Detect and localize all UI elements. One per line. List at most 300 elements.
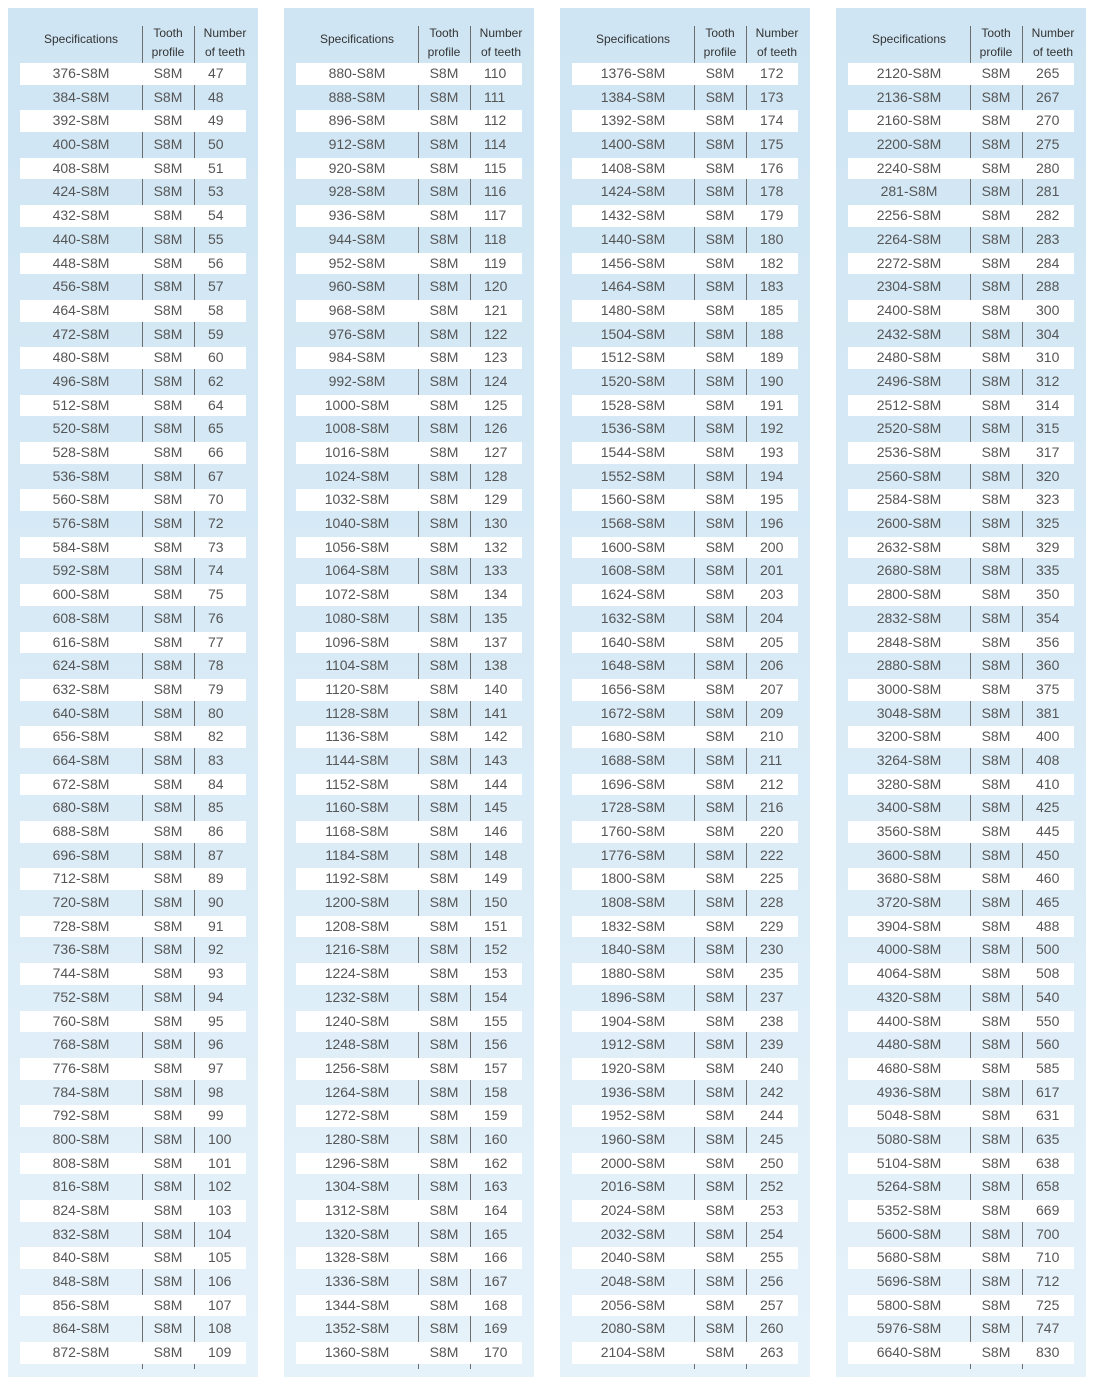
cell-specification: 3200-S8M xyxy=(848,726,970,748)
cell-number-of-teeth: 153 xyxy=(470,963,522,985)
cell-specification: 1016-S8M xyxy=(296,442,418,464)
cell-tooth-profile: S8M xyxy=(981,751,1011,768)
cell-tooth-profile: S8M xyxy=(418,1295,470,1317)
cell-tooth-profile: S8M xyxy=(142,1295,194,1317)
table-row xyxy=(20,133,246,157)
table-row xyxy=(572,559,798,583)
table-row xyxy=(848,133,1074,157)
cell-specification: 3904-S8M xyxy=(848,916,970,938)
table-row xyxy=(848,1341,1074,1365)
table-row xyxy=(296,607,522,631)
cell-specification: 1096-S8M xyxy=(296,632,418,654)
cell-tooth-profile: S8M xyxy=(142,253,194,275)
cell-specification: 1136-S8M xyxy=(296,726,418,748)
cell-specification: 976-S8M xyxy=(328,325,386,342)
cell-tooth-profile: S8M xyxy=(981,1178,1011,1195)
cell-number-of-teeth: 111 xyxy=(484,88,506,105)
header-specifications: Specifications xyxy=(43,32,119,46)
cell-specification: 1560-S8M xyxy=(572,489,694,511)
cell-number-of-teeth: 188 xyxy=(760,325,784,342)
cell-number-of-teeth: 631 xyxy=(1022,1105,1074,1127)
spec-table-panel xyxy=(836,8,1086,1377)
table-row xyxy=(572,631,798,655)
table-row xyxy=(572,915,798,939)
cell-tooth-profile: S8M xyxy=(153,799,183,816)
cell-specification: 2104-S8M xyxy=(572,1342,694,1364)
cell-specification: 1024-S8M xyxy=(324,467,390,484)
cell-tooth-profile: S8M xyxy=(981,941,1011,958)
table-row xyxy=(296,1199,522,1223)
cell-specification: 984-S8M xyxy=(296,347,418,369)
table-row xyxy=(20,986,246,1010)
cell-specification: 2024-S8M xyxy=(572,1200,694,1222)
cell-specification: 1480-S8M xyxy=(572,300,694,322)
header-num-line2: of teeth xyxy=(204,45,246,59)
table-row xyxy=(848,1223,1074,1247)
cell-specification: 912-S8M xyxy=(328,136,386,153)
cell-number-of-teeth: 126 xyxy=(484,420,508,437)
cell-number-of-teeth: 712 xyxy=(1036,1273,1060,1290)
cell-number-of-teeth: 107 xyxy=(194,1295,246,1317)
cell-tooth-profile: S8M xyxy=(970,679,1022,701)
header-number-of-teeth xyxy=(470,24,532,62)
cell-specification: 2480-S8M xyxy=(848,347,970,369)
cell-specification: 1800-S8M xyxy=(572,868,694,890)
cell-tooth-profile: S8M xyxy=(981,230,1011,247)
cell-tooth-profile: S8M xyxy=(418,442,470,464)
cell-number-of-teeth: 585 xyxy=(1022,1058,1074,1080)
cell-specification: 1904-S8M xyxy=(572,1011,694,1033)
table-row xyxy=(848,1033,1074,1057)
cell-tooth-profile: S8M xyxy=(418,679,470,701)
cell-specification: 2496-S8M xyxy=(876,372,942,389)
cell-tooth-profile: S8M xyxy=(981,799,1011,816)
table-row xyxy=(572,583,798,607)
cell-number-of-teeth: 170 xyxy=(470,1342,522,1364)
cell-tooth-profile: S8M xyxy=(142,347,194,369)
table-row xyxy=(296,1341,522,1365)
cell-tooth-profile: S8M xyxy=(142,584,194,606)
table-row xyxy=(20,962,246,986)
cell-tooth-profile: S8M xyxy=(142,632,194,654)
table-row xyxy=(20,1081,246,1105)
table-row xyxy=(848,583,1074,607)
cell-number-of-teeth: 143 xyxy=(484,751,508,768)
cell-specification: 1688-S8M xyxy=(600,751,666,768)
cell-number-of-teeth: 617 xyxy=(1036,1083,1060,1100)
cell-number-of-teeth: 183 xyxy=(760,278,784,295)
cell-tooth-profile: S8M xyxy=(153,894,183,911)
cell-specification: 2512-S8M xyxy=(848,395,970,417)
cell-tooth-profile: S8M xyxy=(705,1130,735,1147)
cell-tooth-profile: S8M xyxy=(142,395,194,417)
cell-number-of-teeth: 54 xyxy=(194,205,246,227)
table-row xyxy=(20,1104,246,1128)
cell-tooth-profile: S8M xyxy=(142,1153,194,1175)
cell-number-of-teeth: 193 xyxy=(746,442,798,464)
cell-tooth-profile: S8M xyxy=(429,325,459,342)
cell-specification: 432-S8M xyxy=(20,205,142,227)
table-row xyxy=(296,1317,522,1341)
table-row xyxy=(848,1152,1074,1176)
cell-tooth-profile: S8M xyxy=(142,1342,194,1364)
table-row xyxy=(296,536,522,560)
cell-specification: 2600-S8M xyxy=(876,515,942,532)
cell-tooth-profile: S8M xyxy=(429,183,459,200)
cell-tooth-profile: S8M xyxy=(694,442,746,464)
cell-specification: 848-S8M xyxy=(52,1273,110,1290)
table-row xyxy=(296,228,522,252)
cell-specification: 712-S8M xyxy=(20,868,142,890)
cell-number-of-teeth: 117 xyxy=(470,205,522,227)
header-specifications: Specifications xyxy=(871,32,947,46)
cell-specification: 496-S8M xyxy=(52,372,110,389)
cell-tooth-profile: S8M xyxy=(705,562,735,579)
cell-number-of-teeth: 375 xyxy=(1022,679,1074,701)
cell-tooth-profile: S8M xyxy=(153,183,183,200)
table-row xyxy=(20,1246,246,1270)
cell-tooth-profile: S8M xyxy=(981,894,1011,911)
cell-specification: 456-S8M xyxy=(52,278,110,295)
cell-number-of-teeth: 410 xyxy=(1022,774,1074,796)
header-number-of-teeth xyxy=(746,24,808,62)
cell-tooth-profile: S8M xyxy=(153,420,183,437)
header-num-line1: Number xyxy=(479,26,523,40)
cell-number-of-teeth: 244 xyxy=(746,1105,798,1127)
cell-specification: 1328-S8M xyxy=(296,1247,418,1269)
table-row xyxy=(848,180,1074,204)
cell-tooth-profile: S8M xyxy=(970,963,1022,985)
cell-specification: 2160-S8M xyxy=(848,110,970,132)
table-row xyxy=(572,417,798,441)
cell-number-of-teeth: 257 xyxy=(746,1295,798,1317)
cell-specification: 880-S8M xyxy=(296,63,418,85)
cell-specification: 760-S8M xyxy=(20,1011,142,1033)
header-specifications: Specifications xyxy=(595,32,671,46)
table-row xyxy=(296,417,522,441)
cell-number-of-teeth: 164 xyxy=(470,1200,522,1222)
header-tooth-profile xyxy=(418,24,470,62)
cell-number-of-teeth: 191 xyxy=(746,395,798,417)
cell-tooth-profile: S8M xyxy=(694,205,746,227)
cell-specification: 960-S8M xyxy=(328,278,386,295)
cell-number-of-teeth: 360 xyxy=(1036,657,1060,674)
cell-specification: 1344-S8M xyxy=(296,1295,418,1317)
cell-number-of-teeth: 130 xyxy=(484,515,508,532)
cell-specification: 520-S8M xyxy=(52,420,110,437)
cell-specification: 1464-S8M xyxy=(600,278,666,295)
cell-tooth-profile: S8M xyxy=(418,110,470,132)
cell-specification: 1640-S8M xyxy=(572,632,694,654)
table-row xyxy=(20,1057,246,1081)
cell-tooth-profile: S8M xyxy=(142,726,194,748)
table-row xyxy=(572,962,798,986)
cell-specification: 1504-S8M xyxy=(600,325,666,342)
spec-table-panel xyxy=(284,8,534,1377)
table-row xyxy=(296,1081,522,1105)
cell-specification: 440-S8M xyxy=(52,230,110,247)
header-specifications: Specifications xyxy=(319,32,395,46)
cell-specification: 1392-S8M xyxy=(572,110,694,132)
cell-number-of-teeth: 288 xyxy=(1036,278,1060,295)
table-row xyxy=(20,157,246,181)
cell-tooth-profile: S8M xyxy=(153,1225,183,1242)
table-row xyxy=(296,938,522,962)
cell-number-of-teeth: 229 xyxy=(746,916,798,938)
cell-specification: 1296-S8M xyxy=(296,1153,418,1175)
cell-number-of-teeth: 148 xyxy=(484,846,508,863)
cell-specification: 1272-S8M xyxy=(296,1105,418,1127)
cell-number-of-teeth: 284 xyxy=(1022,253,1074,275)
table-row xyxy=(20,370,246,394)
cell-tooth-profile: S8M xyxy=(153,1083,183,1100)
cell-number-of-teeth: 237 xyxy=(760,988,784,1005)
cell-specification: 728-S8M xyxy=(20,916,142,938)
cell-tooth-profile: S8M xyxy=(142,205,194,227)
table-row xyxy=(848,1104,1074,1128)
table-row xyxy=(20,180,246,204)
cell-number-of-teeth: 48 xyxy=(208,88,224,105)
cell-number-of-teeth: 190 xyxy=(760,372,784,389)
cell-number-of-teeth: 228 xyxy=(760,894,784,911)
cell-specification: 528-S8M xyxy=(20,442,142,464)
table-row xyxy=(572,204,798,228)
cell-tooth-profile: S8M xyxy=(418,1011,470,1033)
cell-number-of-teeth: 638 xyxy=(1022,1153,1074,1175)
cell-number-of-teeth: 47 xyxy=(194,63,246,85)
cell-tooth-profile: S8M xyxy=(970,158,1022,180)
table-row xyxy=(572,394,798,418)
table-row xyxy=(572,1010,798,1034)
cell-tooth-profile: S8M xyxy=(981,988,1011,1005)
cell-specification: 680-S8M xyxy=(52,799,110,816)
cell-specification: 944-S8M xyxy=(328,230,386,247)
table-row xyxy=(848,86,1074,110)
cell-specification: 3000-S8M xyxy=(848,679,970,701)
cell-specification: 1376-S8M xyxy=(572,63,694,85)
table-row xyxy=(20,938,246,962)
cell-number-of-teeth: 165 xyxy=(484,1225,508,1242)
cell-specification: 384-S8M xyxy=(52,88,110,105)
cell-specification: 1312-S8M xyxy=(296,1200,418,1222)
cell-number-of-teeth: 50 xyxy=(208,136,224,153)
cell-specification: 816-S8M xyxy=(52,1178,110,1195)
cell-tooth-profile: S8M xyxy=(429,562,459,579)
cell-number-of-teeth: 162 xyxy=(470,1153,522,1175)
cell-number-of-teeth: 144 xyxy=(470,774,522,796)
cell-tooth-profile: S8M xyxy=(970,1105,1022,1127)
cell-specification: 1008-S8M xyxy=(324,420,390,437)
cell-tooth-profile: S8M xyxy=(429,1320,459,1337)
cell-number-of-teeth: 95 xyxy=(194,1011,246,1033)
cell-specification: 1568-S8M xyxy=(600,515,666,532)
cell-tooth-profile: S8M xyxy=(705,515,735,532)
cell-number-of-teeth: 73 xyxy=(194,537,246,559)
header-tooth-line2: profile xyxy=(979,45,1013,59)
table-row xyxy=(20,559,246,583)
cell-number-of-teeth: 323 xyxy=(1022,489,1074,511)
table-row xyxy=(572,323,798,347)
table-row xyxy=(20,512,246,536)
table-row xyxy=(296,773,522,797)
cell-number-of-teeth: 142 xyxy=(470,726,522,748)
table-row xyxy=(296,962,522,986)
cell-tooth-profile: S8M xyxy=(153,467,183,484)
table-row xyxy=(572,1033,798,1057)
cell-number-of-teeth: 108 xyxy=(208,1320,232,1337)
cell-number-of-teeth: 138 xyxy=(484,657,508,674)
cell-specification: 1184-S8M xyxy=(325,846,389,863)
cell-tooth-profile: S8M xyxy=(153,136,183,153)
cell-tooth-profile: S8M xyxy=(153,704,183,721)
cell-tooth-profile: S8M xyxy=(981,1130,1011,1147)
cell-specification: 5680-S8M xyxy=(848,1247,970,1269)
cell-number-of-teeth: 106 xyxy=(208,1273,232,1290)
table-row xyxy=(296,252,522,276)
table-row xyxy=(296,867,522,891)
cell-number-of-teeth: 82 xyxy=(194,726,246,748)
cell-tooth-profile: S8M xyxy=(694,679,746,701)
cell-specification: 2304-S8M xyxy=(876,278,942,295)
table-row xyxy=(572,820,798,844)
cell-tooth-profile: S8M xyxy=(705,278,735,295)
table-row xyxy=(572,938,798,962)
cell-tooth-profile: S8M xyxy=(981,1225,1011,1242)
cell-specification: 1064-S8M xyxy=(324,562,390,579)
table-row xyxy=(572,702,798,726)
cell-specification: 632-S8M xyxy=(20,679,142,701)
table-row xyxy=(848,299,1074,323)
cell-number-of-teeth: 450 xyxy=(1036,846,1060,863)
header-num-line2: of teeth xyxy=(756,45,798,59)
table-row xyxy=(848,607,1074,631)
table-row xyxy=(848,796,1074,820)
table-row xyxy=(20,749,246,773)
table-row xyxy=(848,346,1074,370)
table-row xyxy=(572,1128,798,1152)
cell-specification: 800-S8M xyxy=(52,1130,110,1147)
cell-specification: 1840-S8M xyxy=(600,941,666,958)
cell-specification: 1536-S8M xyxy=(600,420,666,437)
cell-number-of-teeth: 103 xyxy=(194,1200,246,1222)
cell-number-of-teeth: 315 xyxy=(1036,420,1060,437)
cell-specification: 832-S8M xyxy=(52,1225,110,1242)
cell-specification: 920-S8M xyxy=(296,158,418,180)
cell-tooth-profile: S8M xyxy=(694,110,746,132)
table-row xyxy=(20,228,246,252)
cell-tooth-profile: S8M xyxy=(705,1178,735,1195)
table-row xyxy=(572,1199,798,1223)
cell-specification: 1192-S8M xyxy=(296,868,418,890)
cell-specification: 1032-S8M xyxy=(296,489,418,511)
cell-tooth-profile: S8M xyxy=(981,1320,1011,1337)
cell-number-of-teeth: 263 xyxy=(746,1342,798,1364)
cell-tooth-profile: S8M xyxy=(153,609,183,626)
cell-number-of-teeth: 250 xyxy=(746,1153,798,1175)
cell-specification: 3680-S8M xyxy=(848,868,970,890)
table-row xyxy=(572,180,798,204)
cell-specification: 696-S8M xyxy=(52,846,110,863)
cell-tooth-profile: S8M xyxy=(429,894,459,911)
table-row xyxy=(20,678,246,702)
cell-number-of-teeth: 300 xyxy=(1022,300,1074,322)
table-row xyxy=(848,962,1074,986)
table-row xyxy=(296,109,522,133)
cell-specification: 560-S8M xyxy=(20,489,142,511)
cell-tooth-profile: S8M xyxy=(705,941,735,958)
cell-specification: 2136-S8M xyxy=(876,88,942,105)
cell-number-of-teeth: 145 xyxy=(484,799,508,816)
cell-tooth-profile: S8M xyxy=(153,372,183,389)
cell-specification: 1552-S8M xyxy=(600,467,666,484)
cell-number-of-teeth: 216 xyxy=(760,799,784,816)
cell-tooth-profile: S8M xyxy=(418,300,470,322)
table-row xyxy=(296,1223,522,1247)
cell-specification: 4480-S8M xyxy=(876,1036,942,1053)
cell-specification: 1256-S8M xyxy=(296,1058,418,1080)
table-row xyxy=(572,725,798,749)
table-row xyxy=(572,749,798,773)
cell-tooth-profile: S8M xyxy=(418,1247,470,1269)
cell-tooth-profile: S8M xyxy=(418,1153,470,1175)
cell-tooth-profile: S8M xyxy=(429,230,459,247)
cell-tooth-profile: S8M xyxy=(142,158,194,180)
cell-number-of-teeth: 192 xyxy=(760,420,784,437)
cell-tooth-profile: S8M xyxy=(142,63,194,85)
table-row xyxy=(572,891,798,915)
table-row xyxy=(20,394,246,418)
cell-specification: 968-S8M xyxy=(296,300,418,322)
table-row xyxy=(848,915,1074,939)
cell-specification: 1432-S8M xyxy=(572,205,694,227)
cell-number-of-teeth: 80 xyxy=(208,704,224,721)
cell-specification: 1408-S8M xyxy=(572,158,694,180)
cell-tooth-profile: S8M xyxy=(694,347,746,369)
cell-tooth-profile: S8M xyxy=(705,609,735,626)
cell-specification: 1144-S8M xyxy=(325,751,389,768)
table-row xyxy=(848,252,1074,276)
cell-number-of-teeth: 94 xyxy=(208,988,224,1005)
cell-specification: 448-S8M xyxy=(20,253,142,275)
table-row xyxy=(20,86,246,110)
cell-tooth-profile: S8M xyxy=(981,183,1011,200)
cell-tooth-profile: S8M xyxy=(694,632,746,654)
table-row xyxy=(848,109,1074,133)
table-row xyxy=(572,1175,798,1199)
cell-number-of-teeth: 195 xyxy=(746,489,798,511)
cell-specification: 1456-S8M xyxy=(572,253,694,275)
cell-specification: 1672-S8M xyxy=(600,704,666,721)
cell-number-of-teeth: 116 xyxy=(484,183,507,200)
cell-number-of-teeth: 85 xyxy=(208,799,224,816)
cell-specification: 3600-S8M xyxy=(876,846,942,863)
table-row xyxy=(296,1175,522,1199)
table-row xyxy=(848,702,1074,726)
table-row xyxy=(848,465,1074,489)
cell-number-of-teeth: 160 xyxy=(484,1130,508,1147)
table-row xyxy=(20,488,246,512)
cell-number-of-teeth: 167 xyxy=(484,1273,508,1290)
cell-tooth-profile: S8M xyxy=(153,657,183,674)
cell-tooth-profile: S8M xyxy=(429,657,459,674)
table-row xyxy=(572,86,798,110)
table-row xyxy=(572,773,798,797)
cell-tooth-profile: S8M xyxy=(418,963,470,985)
table-row xyxy=(572,678,798,702)
cell-number-of-teeth: 658 xyxy=(1036,1178,1060,1195)
table-row xyxy=(572,1223,798,1247)
table-row xyxy=(296,820,522,844)
